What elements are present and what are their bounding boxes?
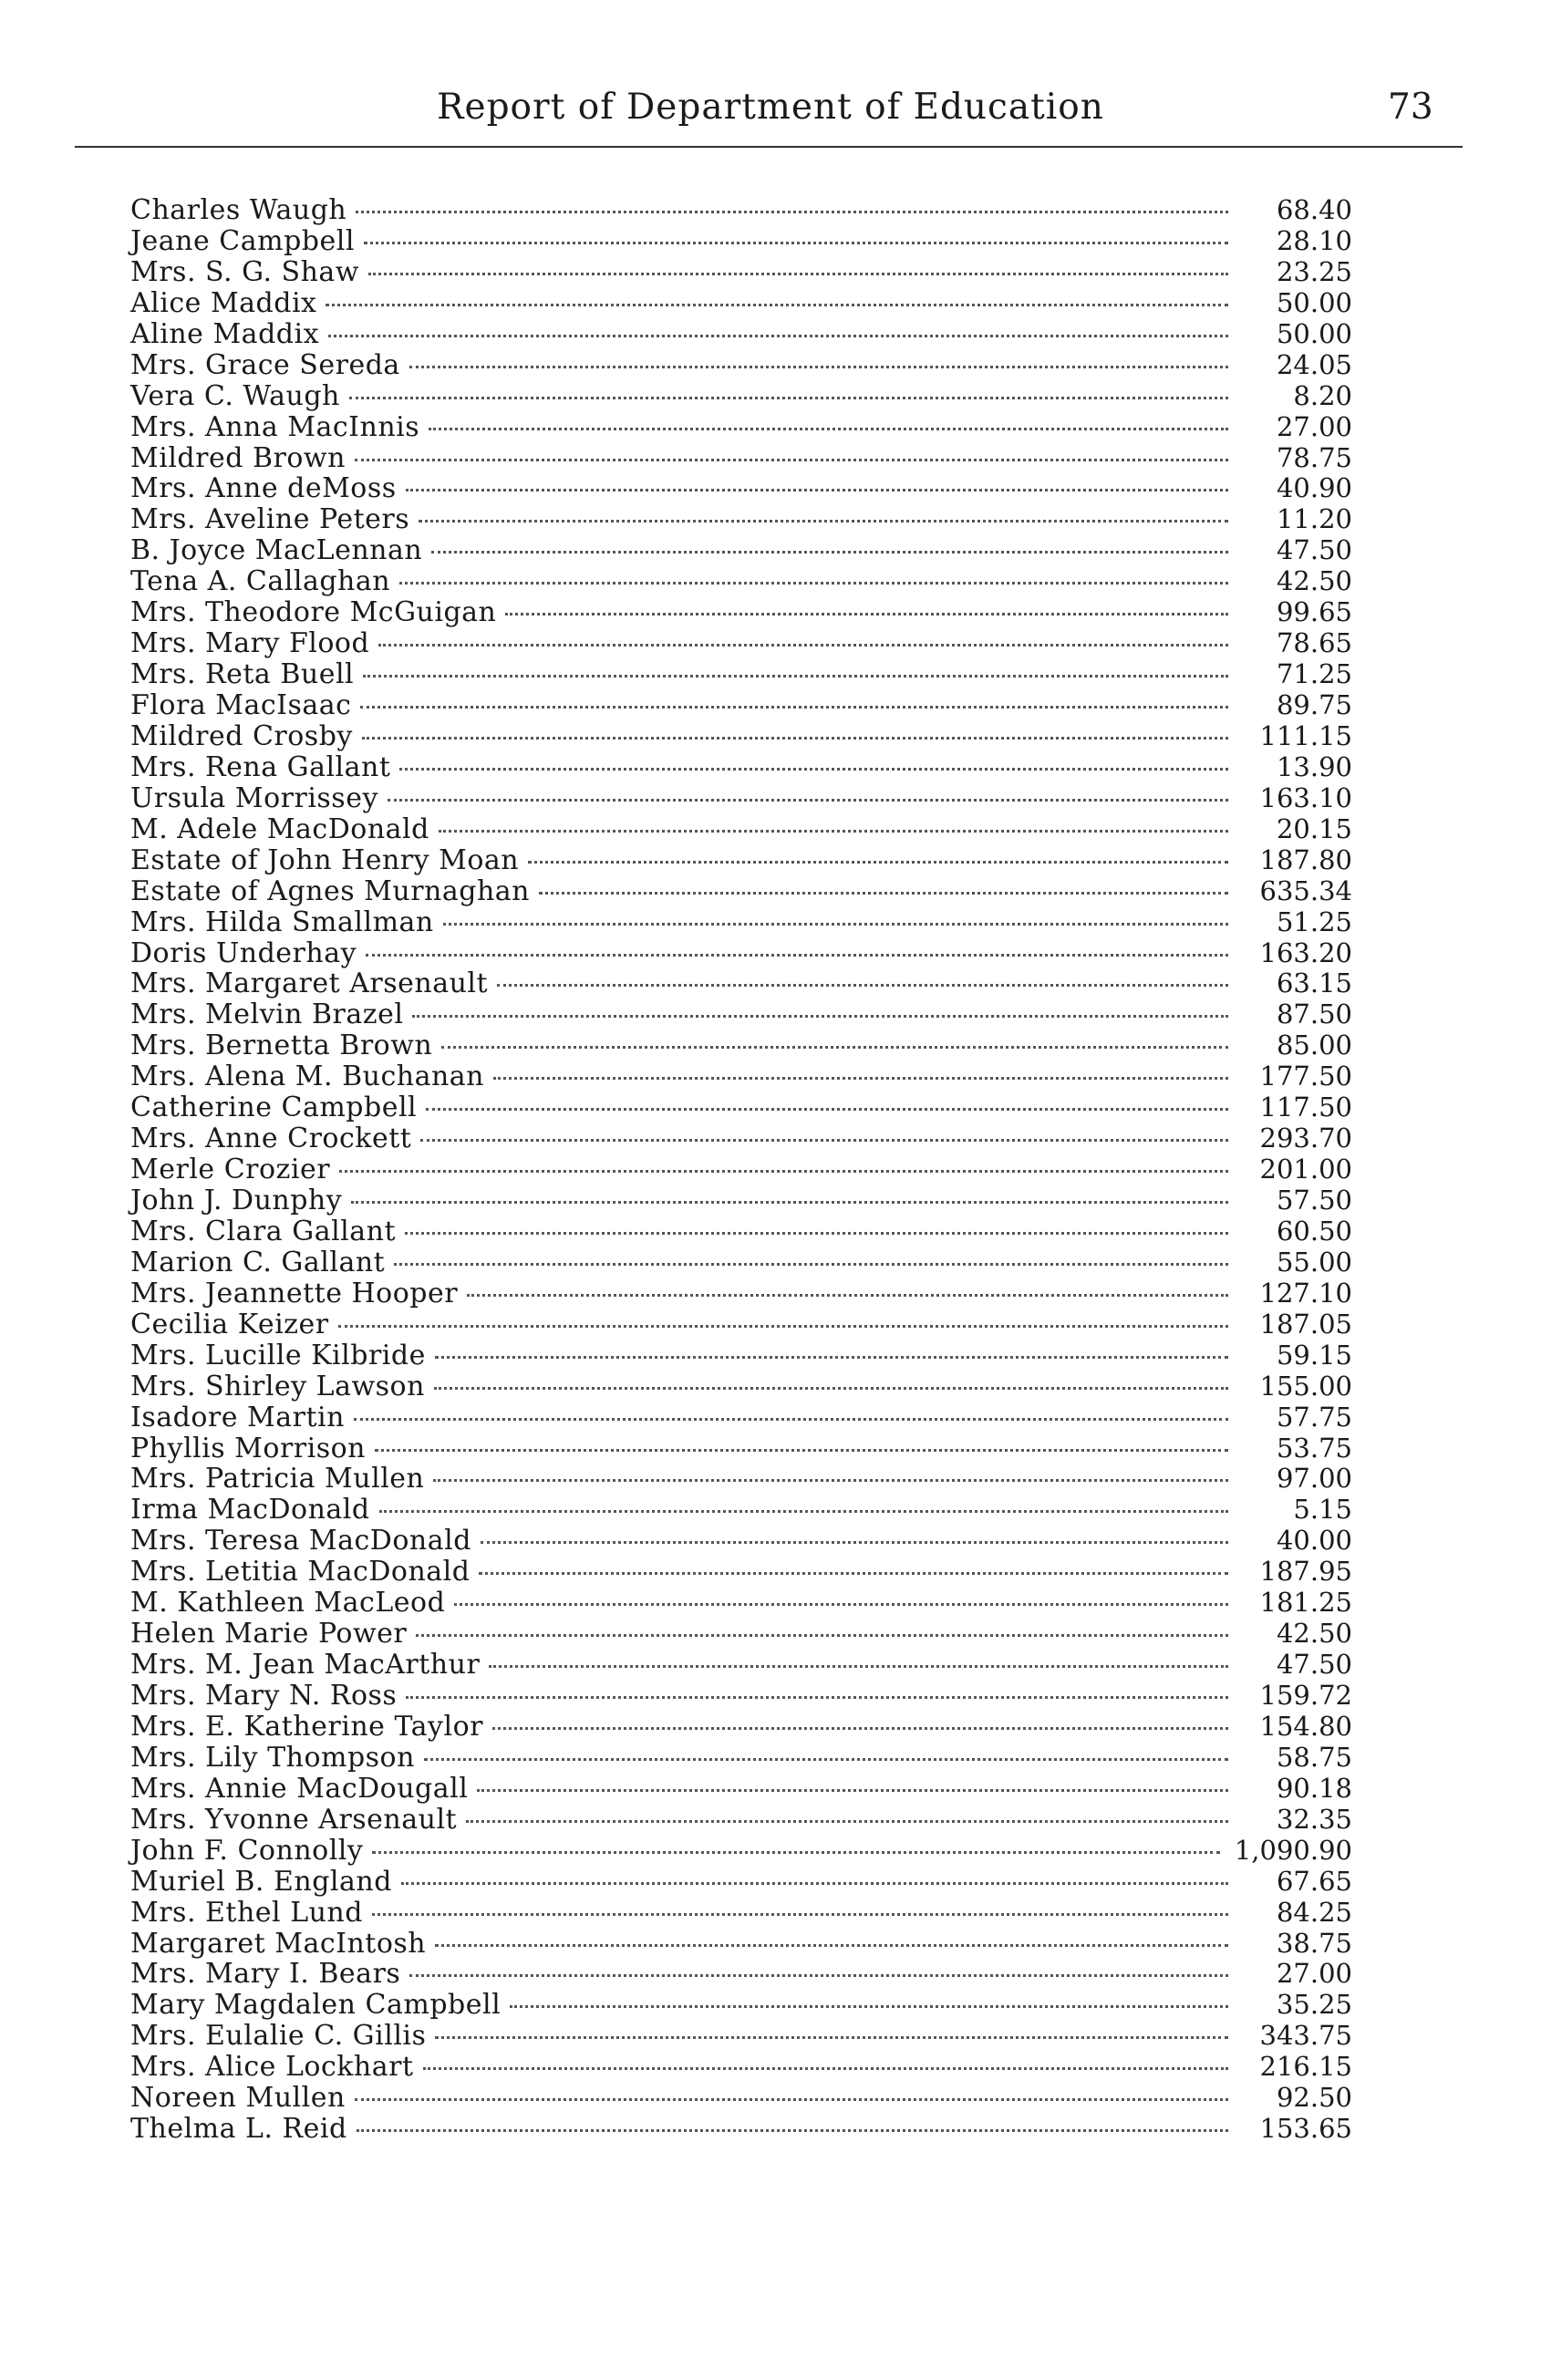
entry-name: M. Kathleen MacLeod (130, 1587, 446, 1619)
entry-name: Mildred Brown (130, 441, 346, 474)
entry-name: Mrs. Mary I. Bears (130, 1958, 401, 1991)
entry-name: Mrs. Mary Flood (130, 627, 370, 660)
entry-name: Mary Magdalen Campbell (130, 1989, 502, 2022)
entry-name: Noreen Mullen (130, 2082, 346, 2115)
dot-leader (339, 1170, 1228, 1173)
dot-leader (394, 1263, 1228, 1266)
entry-name: Catherine Campbell (130, 1092, 418, 1124)
entry-amount: 153.65 (1259, 2113, 1352, 2145)
entry-amount: 177.50 (1259, 1061, 1352, 1092)
entry-amount: 55.00 (1276, 1246, 1352, 1278)
list-item (130, 845, 1352, 876)
dot-leader (399, 582, 1228, 585)
dot-leader (364, 242, 1228, 244)
list-item (130, 443, 1352, 474)
entry-amount: 90.18 (1276, 1772, 1352, 1804)
dot-leader (435, 1944, 1228, 1947)
entry-amount: 32.35 (1276, 1803, 1352, 1835)
entry-name: Aline Maddix (130, 317, 319, 350)
entry-name: Merle Crozier (130, 1154, 331, 1186)
list-item (130, 195, 1352, 226)
entry-amount: 50.00 (1276, 317, 1352, 349)
entry-amount: 71.25 (1276, 658, 1352, 690)
list-item (130, 1836, 1352, 1867)
list-item (130, 597, 1352, 628)
list-item (130, 1123, 1352, 1154)
list-item (130, 566, 1352, 597)
list-item (130, 1619, 1352, 1650)
entry-name: Mrs. E. Katherine Taylor (130, 1710, 483, 1743)
dot-leader (510, 2005, 1228, 2008)
entry-name: Muriel B. England (130, 1865, 392, 1898)
entry-amount: 163.10 (1259, 781, 1352, 813)
entry-amount: 92.50 (1276, 2082, 1352, 2114)
entry-amount: 59.15 (1276, 1339, 1352, 1371)
entry-name: Mrs. Lily Thompson (130, 1741, 415, 1774)
list-item (130, 1774, 1352, 1805)
dot-leader (439, 830, 1228, 833)
dot-leader (372, 1913, 1228, 1916)
list-item (130, 907, 1352, 938)
entry-amount: 216.15 (1259, 2051, 1352, 2083)
entry-amount: 20.15 (1276, 812, 1352, 844)
dot-leader (435, 1356, 1228, 1359)
page-title: Report of Department of Education (437, 87, 1104, 128)
entry-name: Mildred Crosby (130, 719, 353, 752)
entry-name: Mrs. Reta Buell (130, 658, 355, 691)
list-item (130, 1805, 1352, 1836)
list-item (130, 473, 1352, 504)
dot-leader (363, 675, 1228, 678)
dot-leader (378, 644, 1228, 647)
list-item (130, 1247, 1352, 1278)
entry-amount: 187.95 (1259, 1556, 1352, 1588)
list-item (130, 968, 1352, 999)
list-item (130, 1092, 1352, 1123)
entry-amount: 67.65 (1276, 1865, 1352, 1897)
entry-amount: 84.25 (1276, 1896, 1352, 1928)
list-item (130, 1402, 1352, 1433)
dot-leader (441, 1046, 1228, 1049)
dot-leader (409, 366, 1228, 368)
entry-name: Mrs. Yvonne Arsenault (130, 1803, 458, 1836)
entry-amount: 50.00 (1276, 286, 1352, 318)
dot-leader (433, 1479, 1228, 1482)
dot-leader (467, 1294, 1228, 1297)
entry-amount: 63.15 (1276, 968, 1352, 999)
dot-leader (426, 1108, 1228, 1111)
list-item (130, 1154, 1352, 1185)
dot-leader (431, 551, 1228, 554)
dot-leader (326, 304, 1228, 306)
entry-amount: 187.05 (1259, 1308, 1352, 1340)
entry-amount: 201.00 (1259, 1154, 1352, 1185)
dot-leader (362, 737, 1228, 740)
list-item (130, 1959, 1352, 1990)
list-item (130, 2052, 1352, 2083)
entry-name: Mrs. S. G. Shaw (130, 255, 359, 288)
list-item (130, 350, 1352, 381)
entry-name: Phyllis Morrison (130, 1432, 367, 1464)
entry-amount: 42.50 (1276, 565, 1352, 597)
dot-leader (356, 211, 1228, 213)
entry-name: Mrs. Clara Gallant (130, 1215, 397, 1247)
entry-name: Mrs. Alice Lockhart (130, 2051, 414, 2084)
entry-amount: 87.50 (1276, 999, 1352, 1030)
dot-leader (497, 984, 1228, 987)
entry-name: Mrs. Anna MacInnis (130, 410, 420, 443)
list-item (130, 1433, 1352, 1464)
dot-leader (401, 1882, 1228, 1885)
payment-list (130, 195, 1352, 2145)
entry-amount: 23.25 (1276, 255, 1352, 287)
list-item (130, 1309, 1352, 1340)
entry-name: Mrs. Ethel Lund (130, 1896, 363, 1929)
list-item (130, 535, 1352, 566)
entry-name: John F. Connolly (130, 1834, 364, 1867)
entry-name: Mrs. Grace Sereda (130, 348, 400, 381)
list-item (130, 876, 1352, 907)
dot-leader (349, 397, 1228, 399)
dot-leader (355, 459, 1228, 461)
list-item (130, 659, 1352, 690)
entry-name: Mrs. M. Jean MacArthur (130, 1649, 481, 1682)
entry-name: Mrs. Melvin Brazel (130, 999, 404, 1031)
entry-amount: 78.65 (1276, 627, 1352, 659)
entry-amount: 97.00 (1276, 1463, 1352, 1495)
list-item (130, 814, 1352, 845)
entry-name: Mrs. Bernetta Brown (130, 1030, 433, 1062)
entry-name: Alice Maddix (130, 286, 317, 319)
list-item (130, 2021, 1352, 2052)
entry-name: B. Joyce MacLennan (130, 534, 423, 567)
entry-name: Mrs. Teresa MacDonald (130, 1525, 471, 1557)
dot-leader (368, 273, 1228, 275)
list-item (130, 1743, 1352, 1774)
list-item (130, 504, 1352, 535)
dot-leader (479, 1572, 1228, 1575)
dot-leader (406, 489, 1228, 492)
dot-leader (406, 1696, 1228, 1699)
entry-name: Mrs. Jeannette Hooper (130, 1277, 459, 1309)
list-item (130, 381, 1352, 412)
entry-name: Estate of Agnes Murnaghan (130, 874, 530, 907)
entry-amount: 53.75 (1276, 1432, 1352, 1464)
list-item (130, 226, 1352, 257)
entry-amount: 27.00 (1276, 1958, 1352, 1990)
entry-name: Thelma L. Reid (130, 2113, 347, 2146)
entry-name: Mrs. Aveline Peters (130, 503, 410, 536)
entry-amount: 42.50 (1276, 1618, 1352, 1650)
dot-leader (416, 1634, 1228, 1637)
entry-name: Mrs. Eulalie C. Gillis (130, 2020, 427, 2053)
list-item (130, 288, 1352, 319)
list-item (130, 1185, 1352, 1216)
list-item (130, 1557, 1352, 1588)
entry-amount: 57.50 (1276, 1185, 1352, 1216)
list-item (130, 1867, 1352, 1898)
dot-leader (420, 1139, 1228, 1142)
entry-amount: 28.10 (1276, 224, 1352, 256)
list-item (130, 1371, 1352, 1402)
entry-amount: 38.75 (1276, 1927, 1352, 1959)
dot-leader (412, 1015, 1228, 1018)
entry-name: Marion C. Gallant (130, 1246, 386, 1278)
dot-leader (354, 1418, 1228, 1421)
entry-name: M. Adele MacDonald (130, 812, 429, 845)
list-item (130, 721, 1352, 752)
entry-amount: 159.72 (1259, 1680, 1352, 1711)
dot-leader (435, 2036, 1228, 2039)
dot-leader (505, 613, 1228, 616)
list-item (130, 1650, 1352, 1681)
list-item (130, 1278, 1352, 1309)
list-item (130, 628, 1352, 659)
entry-amount: 155.00 (1259, 1370, 1352, 1402)
list-item (130, 2114, 1352, 2145)
list-item (130, 752, 1352, 783)
entry-name: Mrs. Shirley Lawson (130, 1370, 425, 1402)
dot-leader (351, 1201, 1228, 1204)
dot-leader (419, 520, 1228, 523)
entry-name: Mrs. Annie MacDougall (130, 1772, 469, 1805)
entry-amount: 24.05 (1276, 348, 1352, 380)
list-item (130, 1030, 1352, 1061)
list-item (130, 1495, 1352, 1526)
list-item (130, 1712, 1352, 1743)
entry-amount: 13.90 (1276, 750, 1352, 782)
dot-leader (360, 706, 1228, 709)
list-item (130, 1061, 1352, 1092)
dot-leader (409, 1974, 1228, 1977)
entry-amount: 51.25 (1276, 905, 1352, 937)
entry-name: Margaret MacIntosh (130, 1927, 427, 1960)
dot-leader (328, 335, 1228, 337)
entry-name: Flora MacIsaac (130, 689, 352, 721)
list-item (130, 412, 1352, 443)
dot-leader (477, 1789, 1228, 1792)
dot-leader (375, 1449, 1228, 1452)
list-item (130, 1526, 1352, 1557)
dot-leader (338, 1325, 1228, 1328)
entry-name: Cecilia Keizer (130, 1308, 329, 1340)
entry-name: Mrs. Patricia Mullen (130, 1463, 425, 1495)
dot-leader (355, 2098, 1228, 2101)
entry-amount: 60.50 (1276, 1215, 1352, 1247)
list-item (130, 1588, 1352, 1619)
entry-amount: 68.40 (1276, 194, 1352, 225)
list-item (130, 938, 1352, 969)
dot-leader (528, 861, 1228, 864)
list-item (130, 1216, 1352, 1247)
dot-leader (493, 1077, 1228, 1080)
entry-amount: 27.00 (1276, 410, 1352, 442)
dot-leader (429, 428, 1228, 430)
list-item (130, 1929, 1352, 1960)
entry-name: John J. Dunphy (130, 1185, 343, 1216)
entry-name: Mrs. Alena M. Buchanan (130, 1061, 484, 1093)
entry-amount: 11.20 (1276, 503, 1352, 535)
entry-name: Mrs. Rena Gallant (130, 750, 391, 783)
entry-name: Helen Marie Power (130, 1618, 408, 1650)
entry-name: Tena A. Callaghan (130, 565, 391, 598)
entry-amount: 117.50 (1259, 1092, 1352, 1123)
list-item (130, 690, 1352, 721)
entry-name: Mrs. Margaret Arsenault (130, 968, 489, 1000)
entry-amount: 293.70 (1259, 1123, 1352, 1154)
entry-amount: 343.75 (1259, 2020, 1352, 2052)
entry-name: Vera C. Waugh (130, 379, 340, 412)
entry-name: Estate of John Henry Moan (130, 843, 520, 876)
dot-leader (388, 799, 1228, 802)
list-item (130, 1990, 1352, 2021)
list-item (130, 783, 1352, 814)
dot-leader (443, 923, 1228, 926)
dot-leader (434, 1387, 1228, 1390)
dot-leader (492, 1727, 1228, 1730)
list-item (130, 257, 1352, 288)
entry-name: Isadore Martin (130, 1401, 345, 1433)
entry-name: Mrs. Mary N. Ross (130, 1680, 398, 1712)
list-item (130, 1340, 1352, 1371)
dot-leader (399, 768, 1228, 771)
entry-name: Charles Waugh (130, 194, 347, 226)
entry-amount: 35.25 (1276, 1989, 1352, 2021)
entry-name: Mrs. Hilda Smallman (130, 905, 434, 938)
entry-amount: 57.75 (1276, 1401, 1352, 1433)
dot-leader (489, 1665, 1228, 1668)
entry-amount: 58.75 (1276, 1741, 1352, 1773)
entry-name: Mrs. Anne Crockett (130, 1123, 412, 1155)
entry-name: Mrs. Lucille Kilbride (130, 1339, 426, 1371)
list-item (130, 319, 1352, 350)
dot-leader (405, 1232, 1228, 1235)
entry-amount: 127.10 (1259, 1277, 1352, 1309)
entry-name: Mrs. Letitia MacDonald (130, 1556, 471, 1588)
entry-amount: 8.20 (1293, 379, 1352, 411)
dot-leader (357, 2129, 1228, 2132)
entry-amount: 99.65 (1276, 596, 1352, 628)
entry-amount: 40.90 (1276, 472, 1352, 504)
header-divider (75, 146, 1463, 148)
entry-amount: 1,090.90 (1234, 1834, 1352, 1866)
entry-amount: 154.80 (1259, 1710, 1352, 1742)
entry-name: Jeane Campbell (130, 224, 355, 257)
dot-leader (379, 1510, 1228, 1513)
dot-leader (424, 1758, 1228, 1761)
dot-leader (454, 1603, 1228, 1606)
entry-amount: 181.25 (1259, 1587, 1352, 1619)
entry-amount: 5.15 (1293, 1494, 1352, 1526)
entry-amount: 78.75 (1276, 441, 1352, 473)
page-header (0, 0, 1541, 155)
entry-amount: 187.80 (1259, 843, 1352, 875)
entry-amount: 635.34 (1259, 874, 1352, 906)
entry-amount: 47.50 (1276, 1649, 1352, 1681)
list-item (130, 2083, 1352, 2114)
entry-name: Irma MacDonald (130, 1494, 370, 1526)
entry-amount: 163.20 (1259, 936, 1352, 968)
entry-name: Ursula Morrissey (130, 781, 378, 814)
entry-amount: 85.00 (1276, 1030, 1352, 1061)
dot-leader (372, 1851, 1220, 1854)
list-item (130, 1464, 1352, 1495)
entry-amount: 40.00 (1276, 1525, 1352, 1557)
list-item (130, 1681, 1352, 1712)
list-item (130, 1898, 1352, 1929)
dot-leader (481, 1541, 1228, 1544)
page-number: 73 (1388, 87, 1433, 128)
dot-leader (466, 1820, 1228, 1823)
dot-leader (539, 892, 1228, 895)
entry-amount: 47.50 (1276, 534, 1352, 566)
entry-name: Mrs. Anne deMoss (130, 472, 397, 505)
dot-leader (366, 954, 1228, 957)
entry-amount: 89.75 (1276, 689, 1352, 720)
entry-amount: 111.15 (1259, 719, 1352, 751)
entry-name: Mrs. Theodore McGuigan (130, 596, 497, 629)
dot-leader (423, 2067, 1228, 2070)
entry-name: Doris Underhay (130, 936, 357, 969)
list-item (130, 999, 1352, 1030)
